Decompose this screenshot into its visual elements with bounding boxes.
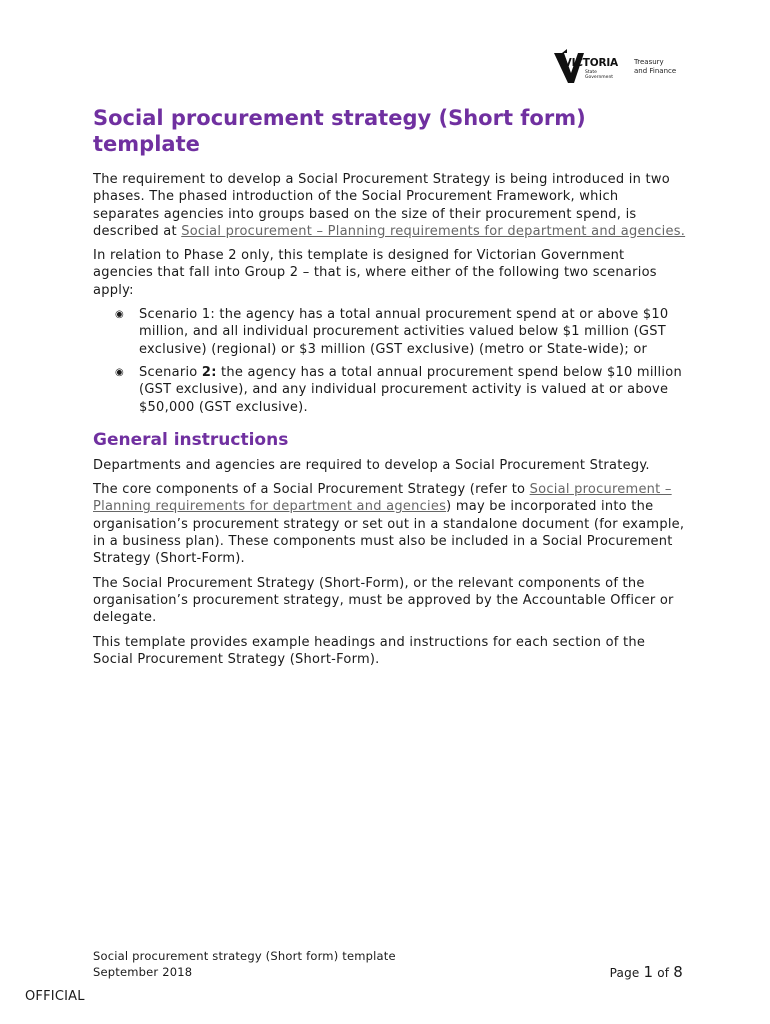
scenario-item-2: ◉ Scenario 2: the agency has a total annual procurement spend below $10 million (GST exclusive), and any individual procurement activity is valued at or above $50,000 (GST exclusive). — [115, 364, 682, 415]
logo-wordmark: VICTORIA — [563, 57, 618, 69]
planning-requirements-link-2[interactable]: Social procurement – Planning requirements for department and agencies — [93, 482, 672, 515]
page-footer — [93, 948, 683, 980]
bullet-icon: ◉ — [115, 309, 124, 321]
planning-requirements-link[interactable]: Social procurement – Planning requirements for department and agencies. — [181, 223, 686, 239]
scenario-item-1: ◉ Scenario 1: the agency has a total annual procurement spend at or above $10 million, and all individual procurement activities valued below $1 million (GST exclusive) (regional) or $3 million (GST exclusive) (metro or State-wide); or — [115, 307, 669, 357]
scenario-list — [93, 306, 688, 416]
page-number: Page 1 of 8 — [609, 963, 683, 981]
logo-subtitle: State Government — [585, 70, 614, 80]
footer-date: September 2018 — [93, 965, 193, 979]
document-title: Social procurement strategy (Short form) template — [93, 106, 586, 156]
security-classification: OFFICIAL — [25, 989, 85, 1004]
general-paragraph-4: This template provides example headings and instructions for each section of the Social Procurement Strategy (Short-Form). — [93, 634, 646, 667]
general-paragraph-2: The core components of a Social Procurement Strategy (refer to Social procurement – Planning requirements for department and agencies) may be incorporated into the organisation’s procurement strategy or set out in a standalone document (for example, in a business plan). These components must also be included in a Social Procurement Strategy (Short-Form). — [93, 482, 685, 567]
general-paragraph-3: The Social Procurement Strategy (Short-Form), or the relevant components of the organisation’s procurement strategy, must be approved by the Accountable Officer or delegate. — [93, 575, 674, 626]
intro-paragraph-1: The requirement to develop a Social Procurement Strategy is being introduced in two phases. The phased introduction of the Social Procurement Framework, which separates agencies into groups based on the size of their procurement spend, is described at Social procurement – Planning requirements for department and agencies. — [93, 172, 686, 239]
general-paragraph-1: Departments and agencies are required to develop a Social Procurement Strategy. — [93, 457, 650, 473]
bullet-icon: ◉ — [115, 366, 124, 378]
intro-paragraph-2: In relation to Phase 2 only, this template is designed for Victorian Government agencies that fall into Group 2 – that is, where either of the following two scenarios apply: — [93, 248, 657, 298]
department-name: Treasury and Finance — [634, 58, 677, 75]
document-body — [93, 171, 688, 675]
footer-doc-title: Social procurement strategy (Short form) template — [93, 949, 396, 963]
general-instructions-heading: General instructions — [93, 429, 289, 450]
victoria-government-logo — [554, 49, 684, 85]
